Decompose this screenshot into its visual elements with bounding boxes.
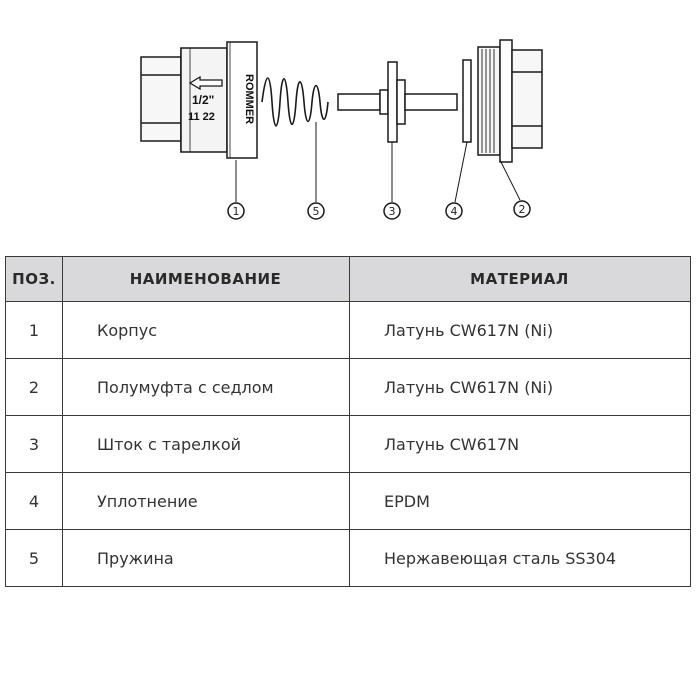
row-name: Пружина bbox=[63, 530, 350, 587]
row-name: Полумуфта с седлом bbox=[63, 359, 350, 416]
header-name: НАИМЕНОВАНИЕ bbox=[63, 257, 350, 302]
callout-1-label: 1 bbox=[232, 205, 240, 218]
row-name: Уплотнение bbox=[63, 473, 350, 530]
row-material: Нержавеющая сталь SS304 bbox=[350, 530, 691, 587]
header-material: МАТЕРИАЛ bbox=[350, 257, 691, 302]
row-pos: 3 bbox=[6, 416, 63, 473]
row-name: Корпус bbox=[63, 302, 350, 359]
spring-part bbox=[262, 78, 328, 126]
stem-with-disc-part bbox=[338, 62, 457, 142]
row-pos: 5 bbox=[6, 530, 63, 587]
table-row bbox=[6, 473, 691, 530]
row-pos: 1 bbox=[6, 302, 63, 359]
header-pos: ПОЗ. bbox=[6, 257, 63, 302]
table-row bbox=[6, 359, 691, 416]
callout-2-label: 2 bbox=[518, 203, 526, 216]
callout-3-label: 3 bbox=[388, 205, 396, 218]
row-name: Шток с тарелкой bbox=[63, 416, 350, 473]
row-pos: 2 bbox=[6, 359, 63, 416]
callout-5-label: 5 bbox=[312, 205, 320, 218]
body-size-label: 1/2" bbox=[192, 93, 215, 107]
brand-logo-text: ROMMER bbox=[243, 74, 255, 125]
row-pos: 4 bbox=[6, 473, 63, 530]
callout-4-label: 4 bbox=[450, 205, 458, 218]
body-code-label: 11 22 bbox=[188, 111, 215, 123]
row-material: Латунь CW617N (Ni) bbox=[350, 359, 691, 416]
half-coupling-part bbox=[478, 40, 542, 162]
table-header-row bbox=[6, 257, 691, 302]
row-material: Латунь CW617N bbox=[350, 416, 691, 473]
table-row bbox=[6, 302, 691, 359]
row-material: Латунь CW617N (Ni) bbox=[350, 302, 691, 359]
parts-table bbox=[5, 256, 691, 587]
table-row bbox=[6, 416, 691, 473]
table-row bbox=[6, 530, 691, 587]
seal-part bbox=[463, 60, 471, 142]
row-material: EPDM bbox=[350, 473, 691, 530]
exploded-valve-diagram bbox=[0, 0, 700, 240]
